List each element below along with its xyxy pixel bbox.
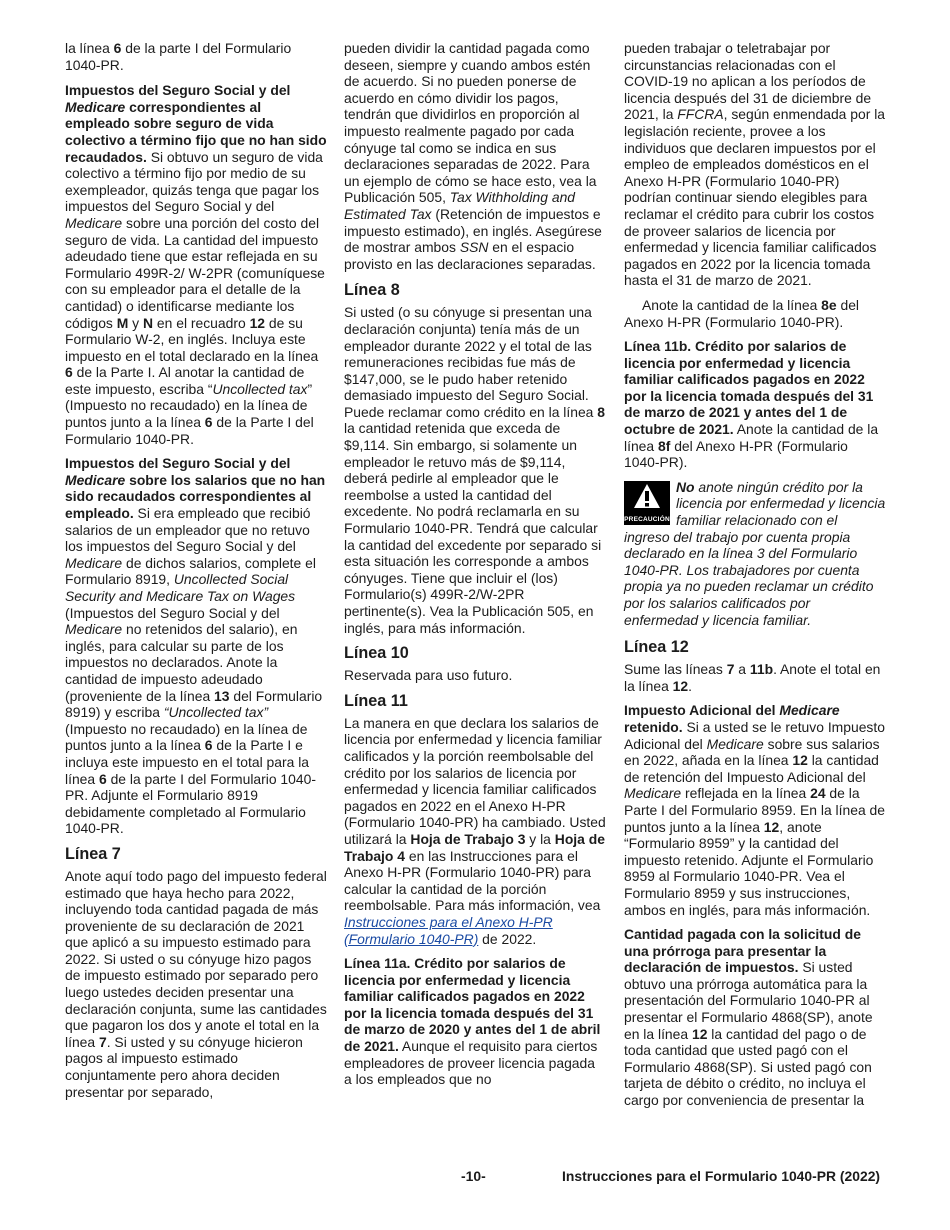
- caution-note: PRECAUCIÓN No anote ningún crédito por la licencia por enfermedad y licencia familiar relacionado con el ingreso del trabajo por cuenta propia declarado en la línea 3 del Formulario 1040-PR. Los trabajadores por cuenta propia ya no pueden reclamar un crédito por los salarios calificados por enfermedad y licencia familiar.: [624, 478, 886, 628]
- run-in-heading: Cantidad pagada con la solicitud de una prórroga para presentar la declaración de impuestos.: [624, 926, 861, 976]
- paragraph-extension-payment: Cantidad pagada con la solicitud de una prórroga para presentar la declaración de impuestos. Si usted obtuvo una prórroga automática para la presentación del Formulario 1040-PR al presentar el Formulario 4868(SP), anote en la línea 12 la cantidad del pago o de toda cantidad que usted pagó con el Formulario 4868(SP). Si usted pagó con tarjeta de débito o crédito, no incluya el cargo por conveniencia de presentar la: [624, 926, 873, 1109]
- section-heading-linea-12: Línea 12: [624, 638, 689, 657]
- footer-title: Instrucciones para el Formulario 1040-PR (2022): [562, 1168, 881, 1184]
- caution-icon: [624, 481, 670, 525]
- paragraph: pueden trabajar o teletrabajar por circunstancias relacionadas con el COVID-19 no aplican a los períodos de licencia después del 31 de diciembre de 2021, la FFCRA, según enmendada por la legislación reciente, provee a los individuos que declaren impuestos por el empleo de empleados domésticos en el Anexo H-PR (Formulario 1040-PR) podrían continuar siendo elegibles para reclamar el crédito para cubrir los costos de proveer salarios de licencia por enfermedad y licencia familiar calificados pagados en 2022 por la licencia tomada hasta el 31 de marzo de 2021.: [624, 40, 886, 289]
- section-heading-linea-10: Línea 10: [344, 644, 409, 663]
- section-heading-linea-8: Línea 8: [344, 281, 400, 300]
- paragraph: Sume las líneas 7 a 11b. Anote el total en la línea 12.: [624, 661, 881, 694]
- page-number: -10-: [461, 1168, 486, 1184]
- run-in-heading: Línea 11b. Crédito por salarios de licencia por enfermedad y licencia familiar calificados pagados en 2022 por la licencia tomada después del 31 de marzo de 2021 y antes del 1 de octubre de 2021.: [624, 338, 874, 438]
- run-in-heading: Impuesto Adicional del Medicare retenido.: [624, 702, 840, 735]
- column-1: [65, 40, 327, 1108]
- section-heading-linea-7: Línea 7: [65, 844, 121, 863]
- paragraph-linea-11b: Línea 11b. Crédito por salarios de licencia por enfermedad y licencia familiar calificados pagados en 2022 por la licencia tomada después del 31 de marzo de 2021 y antes del 1 de octubre de 2021. Anote la cantidad de la línea 8f del Anexo H-PR (Formulario 1040-PR).: [624, 338, 879, 471]
- run-in-heading: Línea 11a. Crédito por salarios de licencia por enfermedad y licencia familiar calificados pagados en 2022 por la licencia tomada después del 31 de marzo de 2020 y antes del 1 de abril de 2021.: [344, 955, 601, 1055]
- caution-icon-label: PRECAUCIÓN: [624, 515, 670, 523]
- link-anexo-h-pr-instructions[interactable]: Instrucciones para el Anexo H-PR (Formulario 1040-PR): [344, 913, 553, 947]
- column-2: [344, 40, 606, 1096]
- paragraph: la línea 6 de la parte I del Formulario 1040-PR.: [65, 40, 292, 73]
- paragraph: Anote aquí todo pago del impuesto federal estimado que haya hecho para 2022, incluyendo toda cantidad pagada de más proveniente de su declaración de 2021 que aplicó a su impuesto estimado para 2022. Si usted o su cónyuge hizo pagos de impuesto estimado por separado pero luego ustedes deciden presentar una declaración conjunta, sume las cantidades que pagaron los dos y anote el total en la línea 7. Si usted y su cónyuge hicieron pagos al impuesto estimado conjuntamente pero ahora deciden presentar por separado,: [65, 867, 327, 1100]
- run-in-heading: Impuestos del Seguro Social y del Medicare correspondientes al empleado sobre seguro de vida colectivo a término fijo que no han sido recaudados.: [65, 82, 327, 165]
- section-heading-linea-11: Línea 11: [344, 691, 408, 710]
- column-3: [624, 40, 886, 1117]
- paragraph-uncollected-wages-tax: Impuestos del Seguro Social y del Medicare sobre los salarios que no han sido recaudados correspondientes al empleado. Si era empleado que recibió salarios de un empleador que no retuvo los impuestos del Seguro Social y del Medicare de dichos salarios, complete el Formulario 8919, Uncollected Social Security and Medicare Tax on Wages (Impuestos del Seguro Social y del Medicare no retenidos del salario), en inglés, para calcular su parte de los impuestos no declarados. Anote la cantidad de impuesto adeudado (proveniente de la línea 13 del Formulario 8919) y escriba “Uncollected tax” (Impuesto no recaudado) en la línea de puntos junto a la línea 6 de la Parte I e incluya este impuesto en el total para la línea 6 de la parte I del Formulario 1040-PR. Adjunte el Formulario 8919 debidamente completado al Formulario 1040-PR.: [65, 455, 326, 837]
- paragraph: Anote la cantidad de la línea 8e del Anexo H-PR (Formulario 1040-PR).: [624, 296, 860, 330]
- paragraph: Si usted (o su cónyuge si presentan una declaración conjunta) tenía más de un empleador durante 2022 y el total de las remuneraciones recibidas fue más de $147,000, se le pudo haber retenido demasiado impuesto del Seguro Social. Puede reclamar como crédito en la línea 8 la cantidad retenida que exceda de $9,114. Sin embargo, si solamente un empleador le retuvo más de $9,114, deberá pedirle al empleador que le reembolse a usted la cantidad del excedente. No podrá reclamarla en su Formulario 1040-PR. Tendrá que calcular la cantidad del excedente por separado si esta situación les corresponde a ambos cónyuges. Tiene que incluir el (los) Formulario(s) 499R-2/W-2PR pertinente(s). Vea la Publicación 505, en inglés, para más información.: [344, 304, 605, 636]
- paragraph: Reservada para uso futuro.: [344, 667, 513, 684]
- paragraph: La manera en que declara los salarios de licencia por enfermedad y licencia familiar calificados y la porción reembolsable del crédito por los salarios de licencia por enfermedad y licencia familiar calificados pagados en 2022 en el Anexo H-PR (Formulario 1040-PR) ha cambiado. Usted utilizará la Hoja de Trabajo 3 y la Hoja de Trabajo 4 en las Instrucciones para el Anexo H-PR (Formulario 1040-PR) para calcular la cantidad de la porción reembolsable. Para más información, vea Instrucciones para el Anexo H-PR (Formulario 1040-PR) de 2022.: [344, 714, 606, 947]
- paragraph: pueden dividir la cantidad pagada como deseen, siempre y cuando ambos estén de acuerdo. Si no pueden ponerse de acuerdo en cómo dividir los pagos, tendrán que dividirlos en proporción al impuesto realmente pagado por cada cónyuge tal como se indica en sus declaraciones separadas de 2022. Para un ejemplo de cómo se hace esto, vea la Publicación 505, Tax Withholding and Estimated Tax (Retención de impuestos e impuesto estimado), en inglés. Asegúrese de mostrar ambos SSN en el espacio provisto en las declaraciones separadas.: [344, 40, 602, 272]
- paragraph-uncollected-life-insurance: Impuestos del Seguro Social y del Medicare correspondientes al empleado sobre seguro de vida colectivo a término fijo que no han sido recaudados. Si obtuvo un seguro de vida colectivo a término fijo por medio de su exempleador, quizás tenga que pagar los impuestos del Seguro Social y del Medicare sobre una porción del costo del seguro de vida. La cantidad del impuesto adeudado tiene que estar reflejada en su Formulario 499R-2/ W-2PR (comuníquese con su empleador para el detalle de la cantidad) o identificarse mediante los códigos M y N en el recuadro 12 de su Formulario W-2, en inglés. Incluya este impuesto en el total declarado en la línea 6 de la Parte I. Al anotar la cantidad de este impuesto, escriba “Uncollected tax” (Impuesto no recaudado) en la línea de puntos junto a la línea 6 de la Parte I del Formulario 1040-PR.: [65, 82, 327, 447]
- paragraph-linea-11a: Línea 11a. Crédito por salarios de licencia por enfermedad y licencia familiar calificados pagados en 2022 por la licencia tomada después del 31 de marzo de 2020 y antes del 1 de abril de 2021. Aunque el requisito para ciertos empleadores de proveer licencia pagada a los empleados que no: [344, 955, 601, 1088]
- page-footer: [0, 1168, 950, 1188]
- paragraph-additional-medicare: Impuesto Adicional del Medicare retenido. Si a usted se le retuvo Impuesto Adicional del Medicare sobre sus salarios en 2022, añada en la línea 12 la cantidad de retención del Impuesto Adicional del Medicare reflejada en la línea 24 de la Parte I del Formulario 8959. En la línea de puntos junto a la línea 12, anote “Formulario 8959” y la cantidad del impuesto retenido. Adjunte el Formulario 8959 al Formulario 1040-PR. Vea el Formulario 8959 y sus instrucciones, ambos en inglés, para más información.: [624, 702, 885, 918]
- run-in-heading: Impuestos del Seguro Social y del Medicare sobre los salarios que no han sido recaudados correspondientes al empleado.: [65, 455, 326, 522]
